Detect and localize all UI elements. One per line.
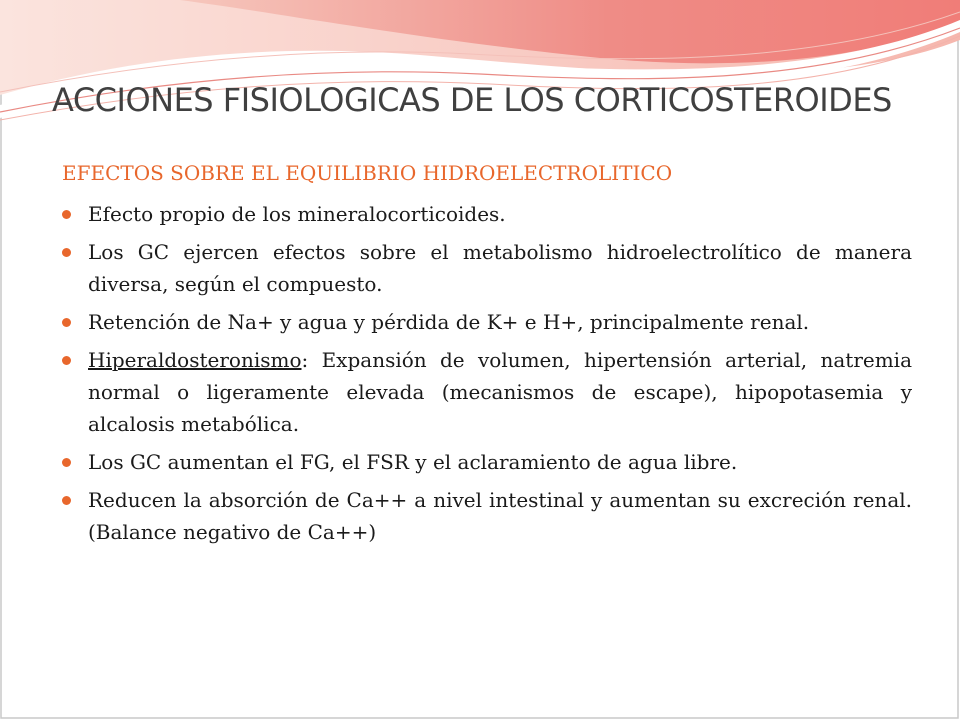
slide-content [62, 158, 912, 554]
underlined-term: Hiperaldosteronismo [88, 348, 302, 372]
list-item [62, 344, 912, 440]
bullet-dot-icon [62, 496, 71, 505]
bullet-list [62, 198, 912, 548]
slide-title: ACCIONES FISIOLOGICAS DE LOS CORTICOSTEROIDES [52, 81, 892, 119]
list-item [62, 236, 912, 300]
bullet-text: Los GC ejercen efectos sobre el metabolismo hidroelectrolítico de manera diversa, según el compuesto. [88, 240, 912, 296]
bullet-text: : Expansión de volumen, hipertensión arterial, natremia normal o ligeramente elevada (mecanismos de escape), hipopotasemia y alcalosis metabólica. [88, 348, 912, 436]
list-item [62, 484, 912, 548]
list-item [62, 198, 912, 230]
list-item [62, 446, 912, 478]
bullet-dot-icon [62, 356, 71, 365]
bullet-dot-icon [62, 248, 71, 257]
bullet-dot-icon [62, 458, 71, 467]
bullet-text: Retención de Na+ y agua y pérdida de K+ e H+, principalmente renal. [88, 310, 810, 334]
bullet-text: Los GC aumentan el FG, el FSR y el aclaramiento de agua libre. [88, 450, 738, 474]
bullet-dot-icon [62, 318, 71, 327]
section-subheading: EFECTOS SOBRE EL EQUILIBRIO HIDROELECTROLITICO [62, 161, 673, 185]
bullet-text: Reducen la absorción de Ca++ a nivel intestinal y aumentan su excreción renal. (Balance negativo de Ca++) [88, 488, 912, 544]
list-item [62, 306, 912, 338]
bullet-text: Efecto propio de los mineralocorticoides. [88, 202, 506, 226]
bullet-dot-icon [62, 210, 71, 219]
